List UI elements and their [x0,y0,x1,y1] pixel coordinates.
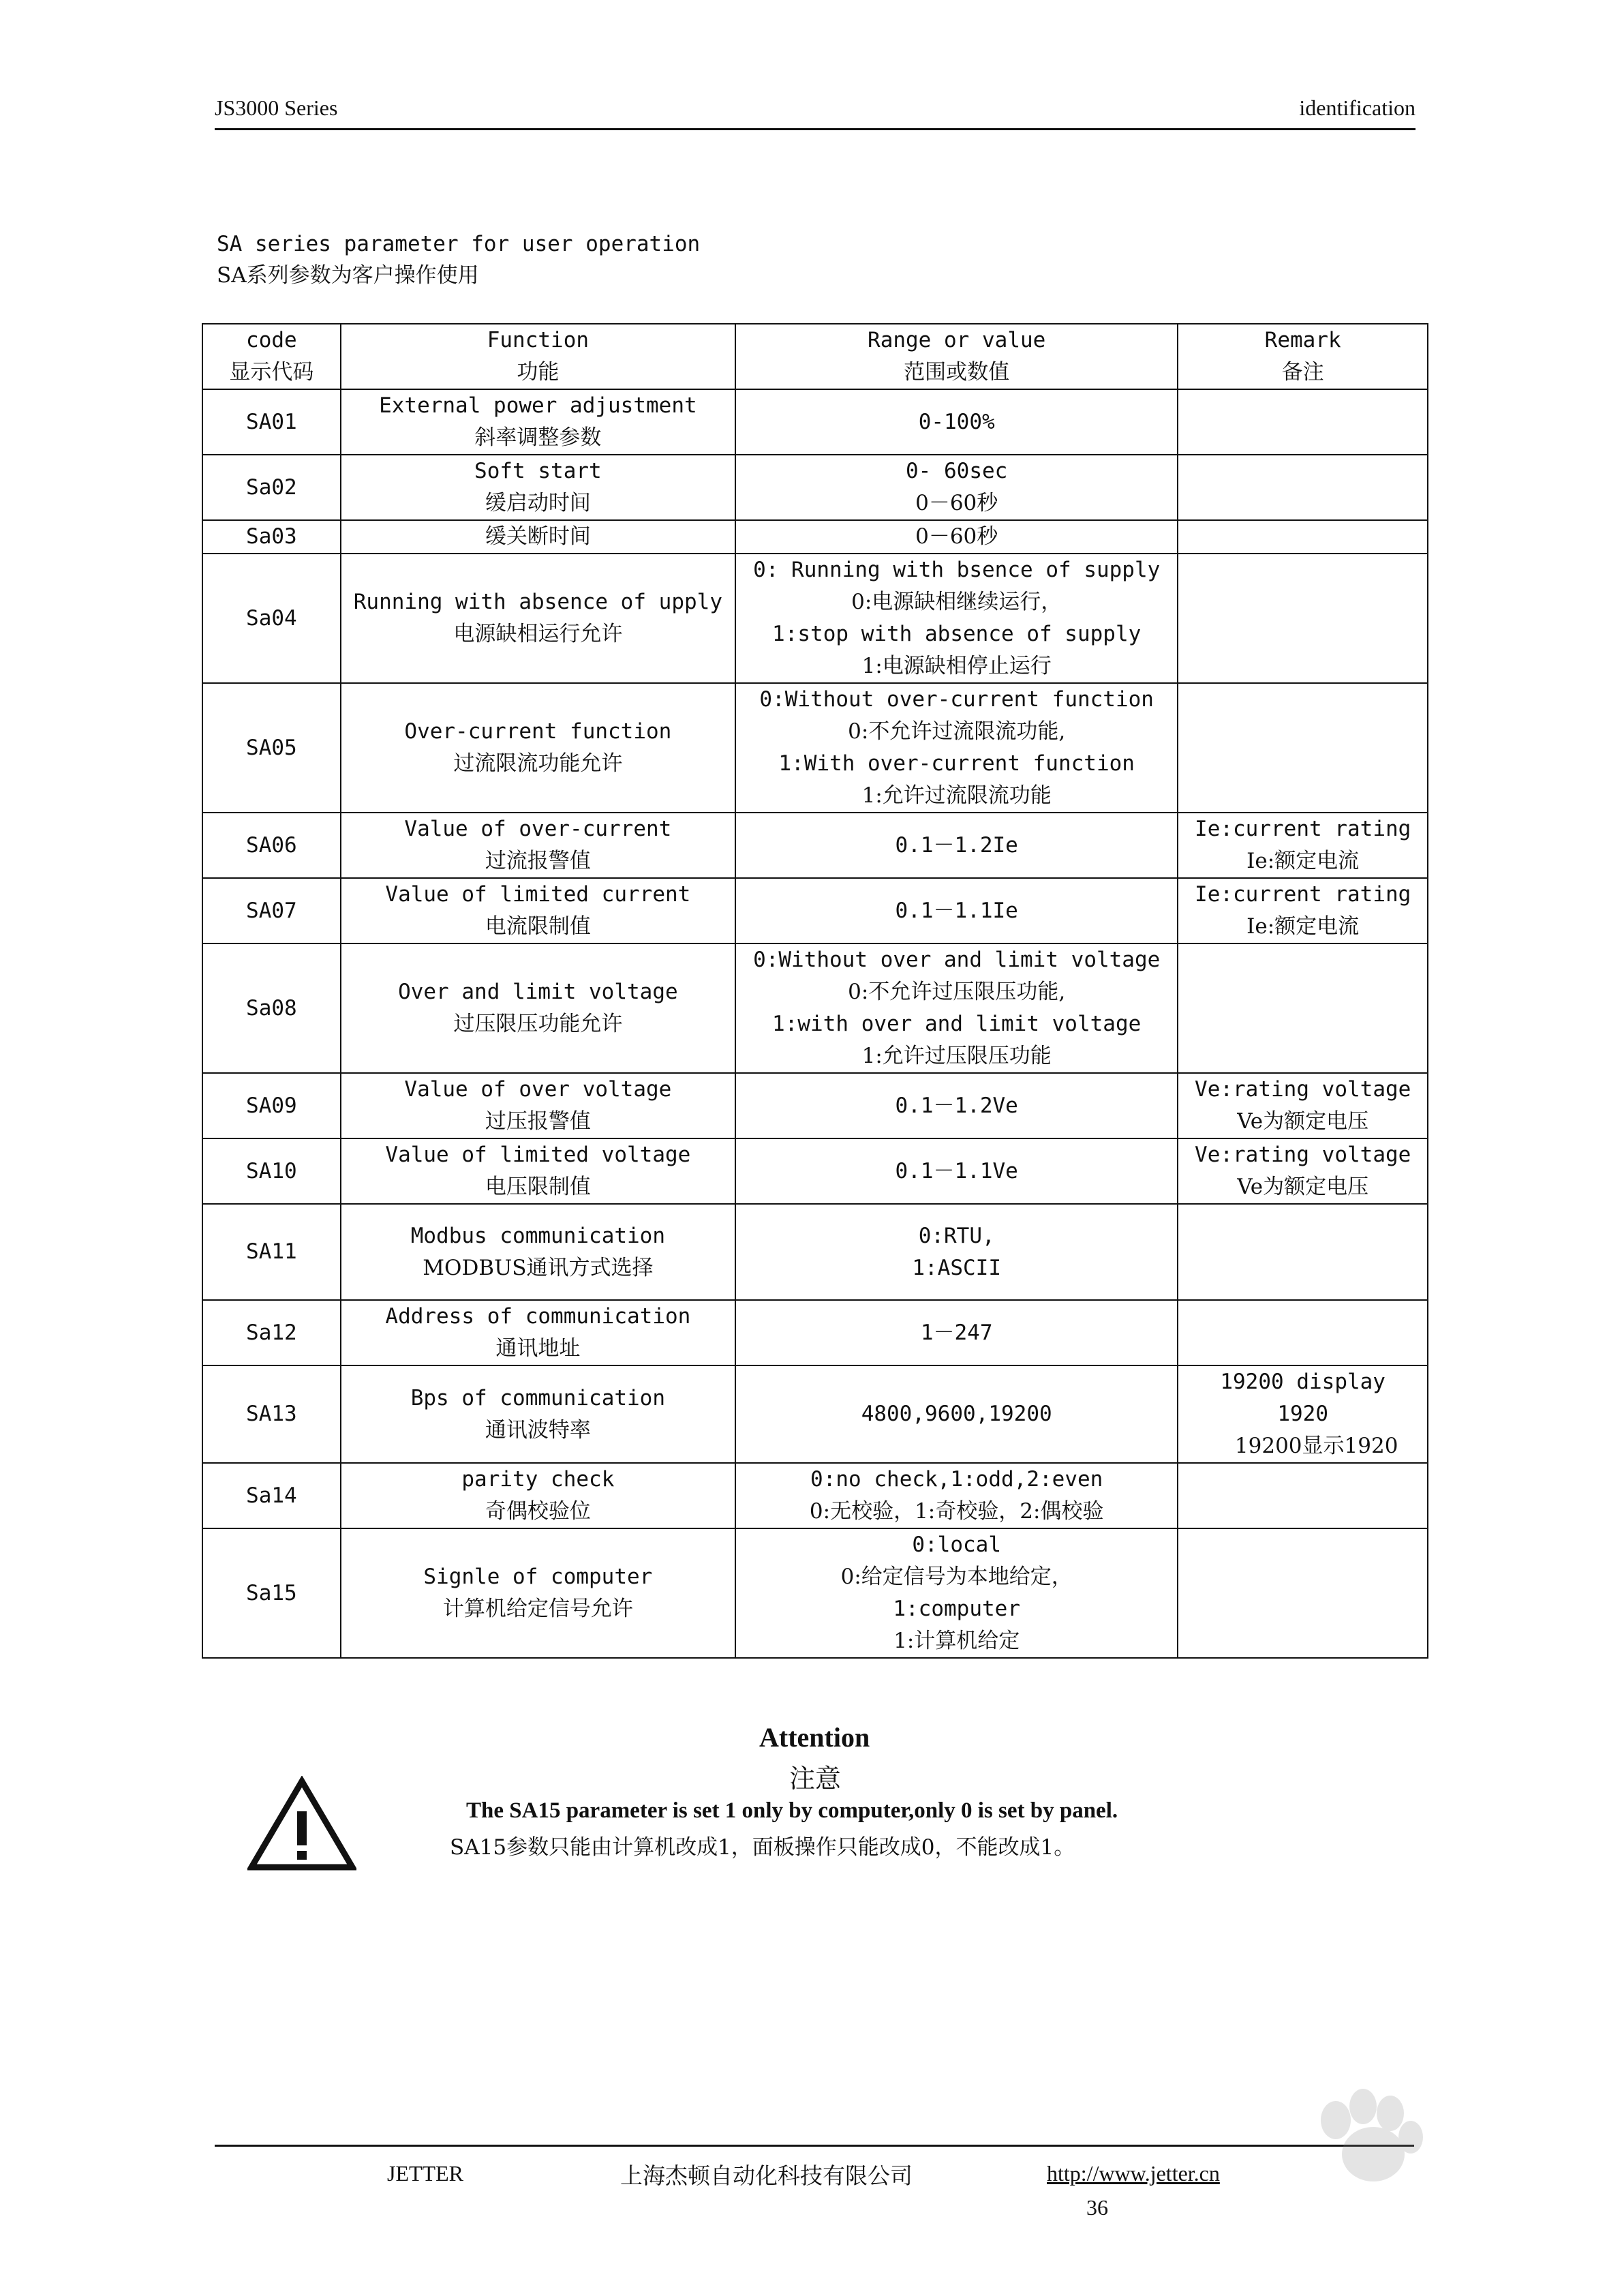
cell-code-line: SA06 [246,832,297,858]
cell-code [202,1463,341,1528]
cell-code [202,943,341,1073]
cell-function [341,554,735,683]
cell-function-line: 缓关断时间 [485,524,591,549]
cell-code-line: Sa15 [246,1580,297,1605]
cell-remark [1178,1204,1428,1300]
cell-function-line: Soft start [474,459,602,483]
cell-function [341,683,735,813]
cell-code-line: SA10 [246,1158,297,1183]
cell-range-line: 0:no check,1:odd,2:even [810,1467,1103,1492]
table-row [202,1463,1428,1528]
cell-remark [1178,1463,1428,1528]
intro-cn: SA系列参数为客户操作使用 [217,263,479,288]
cell-code-line: SA07 [246,898,297,923]
cell-function [341,1365,735,1463]
cell-code [202,455,341,520]
cell-function-line: 电源缺相运行允许 [453,622,623,646]
cell-code [202,1138,341,1204]
cell-remark [1178,1300,1428,1365]
cell-remark [1178,943,1428,1073]
cell-function-line: Over-current function [404,719,672,744]
attention-text-cn: SA15参数只能由计算机改成1，面板操作只能改成0，不能改成1。 [450,1835,1075,1860]
cell-code [202,1365,341,1463]
cell-remark [1178,455,1428,520]
table-header-row [202,324,1428,389]
table-row [202,1528,1428,1658]
cell-range [735,1365,1178,1463]
cell-range [735,878,1178,943]
cell-range-line: 1:stop with absence of supply [772,622,1142,646]
cell-range-line: 1:ASCII [912,1255,1001,1280]
cell-range-line: 0.1－1.1Ve [895,1158,1018,1183]
cell-function-line: 电流限制值 [485,914,591,939]
cell-range-line: 4800,9600,19200 [861,1402,1052,1426]
cell-range-line: 0.1－1.2Ve [895,1093,1018,1118]
cell-remark [1178,1138,1428,1204]
cell-remark [1178,813,1428,878]
parameter-table [202,323,1428,1659]
cell-code-line: Sa08 [246,995,297,1021]
cell-function [341,1300,735,1365]
warning-triangle-icon [247,1776,356,1871]
cell-code-line: Sa03 [246,524,297,549]
cell-function-line: Value of limited current [385,882,691,907]
cell-function-line: 过压限压功能允许 [453,1012,623,1036]
cell-range-line: 0:不允许过压限压功能, [848,980,1066,1004]
cell-code-line: SA09 [246,1093,297,1118]
cell-remark-line: Ve:rating voltage [1195,1077,1411,1102]
cell-function [341,1138,735,1204]
cell-function-line: parity check [461,1467,615,1492]
cell-code [202,1073,341,1138]
cell-range [735,1300,1178,1365]
cell-function-line: 奇偶校验位 [485,1499,591,1524]
cell-range [735,1204,1178,1300]
cell-code-line: SA01 [246,409,297,434]
cell-range-line: 0.1－1.1Ie [895,898,1018,923]
cell-code [202,683,341,813]
cell-code-line: Sa04 [246,605,297,631]
table-row [202,878,1428,943]
cell-code [202,813,341,878]
table-row [202,683,1428,813]
cell-function-line: Over and limit voltage [398,980,678,1004]
col-header-code: code 显示代码 [202,324,341,389]
cell-function-line: 通讯波特率 [485,1417,591,1442]
cell-range-line: 1:计算机给定 [893,1629,1020,1653]
cell-range [735,455,1178,520]
cell-range-line: 0-100% [918,409,995,434]
cell-code-line: Sa12 [246,1320,297,1345]
cell-range-line: 1－247 [920,1320,993,1345]
table-row [202,1073,1428,1138]
header-section: identification [1299,95,1416,120]
cell-code [202,389,341,455]
cell-code [202,1204,341,1300]
cell-function-line: 过压报警值 [485,1109,591,1134]
cell-function-line: 斜率调整参数 [474,425,602,450]
cell-range-line: 0:电源缺相继续运行， [851,590,1062,614]
cell-function-line: 缓启动时间 [485,491,591,515]
cell-range-line: 1:允许过压限压功能 [861,1044,1052,1068]
cell-remark-line: Ie:额定电流 [1246,914,1360,939]
cell-range-line: 0:给定信号为本地给定， [840,1565,1073,1589]
cell-function-line: Signle of computer [423,1565,653,1589]
cell-range-line: 0- 60sec [906,459,1008,483]
cell-range-line: 1:允许过流限流功能 [861,783,1052,808]
cell-range [735,943,1178,1073]
cell-range [735,813,1178,878]
cell-remark-line: Ie:current rating [1195,882,1411,907]
cell-code-line: Sa02 [246,474,297,500]
cell-function [341,1463,735,1528]
table-row [202,1204,1428,1300]
cell-remark [1178,683,1428,813]
footer-company-en: JETTER [387,2161,463,2186]
cell-remark [1178,554,1428,683]
page-number: 36 [1086,2195,1108,2220]
cell-remark-line: Ve:rating voltage [1195,1143,1411,1167]
table-row [202,943,1428,1073]
cell-range [735,389,1178,455]
cell-function-line: External power adjustment [379,393,697,418]
cell-function-line: Value of over voltage [404,1077,672,1102]
cell-range [735,1138,1178,1204]
cell-range-line: 0:不允许过流限流功能, [848,719,1066,744]
cell-function-line: 计算机给定信号允许 [442,1597,633,1621]
cell-function-line: Value of over-current [404,817,672,841]
intro-en: SA series parameter for user operation [217,232,701,256]
cell-code [202,1300,341,1365]
intro [217,228,700,291]
col-header-remark: Remark 备注 [1178,324,1428,389]
cell-code [202,1528,341,1658]
cell-range-line: 0－60秒 [915,524,998,549]
cell-function-line: Running with absence of upply [353,590,722,614]
cell-remark-line: 19200 display [1220,1370,1386,1394]
cell-code [202,554,341,683]
cell-remark [1178,520,1428,554]
cell-function [341,389,735,455]
cell-function-line: Value of limited voltage [385,1143,691,1167]
attention-title-cn: 注意 [789,1764,842,1794]
table-row [202,554,1428,683]
cell-remark-line: Ve为额定电压 [1237,1109,1369,1134]
cell-range-line: 0:Without over-current function [759,687,1154,712]
cell-function-line: 电压限制值 [485,1175,591,1199]
cell-function [341,1073,735,1138]
cell-function-line: Bps of communication [410,1385,666,1410]
table-row [202,389,1428,455]
cell-range-line: 1:With over-current function [778,751,1135,776]
cell-remark-line: Ve为额定电压 [1237,1175,1369,1199]
cell-function [341,455,735,520]
cell-function-line: 通讯地址 [495,1336,581,1361]
cell-code [202,878,341,943]
table-row [202,1365,1428,1463]
attention-title: Attention [759,1722,870,1753]
cell-function [341,943,735,1073]
cell-range-line: 0:RTU, [918,1223,995,1248]
cell-range-line: 0:无校验，1:奇校验，2:偶校验 [809,1499,1104,1524]
cell-range [735,1073,1178,1138]
cell-remark [1178,1365,1428,1463]
cell-range-line: 0:Without over and limit voltage [753,948,1161,972]
cell-remark-line: Ie:额定电流 [1246,849,1360,873]
cell-range-line: 0:local [912,1532,1001,1557]
cell-code-line: SA11 [246,1239,297,1264]
cell-remark-line: Ie:current rating [1195,817,1411,841]
table-row [202,1138,1428,1204]
cell-function-line: MODBUS通讯方式选择 [423,1255,654,1280]
cell-code [202,520,341,554]
cell-code-line: Sa14 [246,1483,297,1508]
col-header-range: Range or value 范围或数值 [735,324,1178,389]
cell-remark-line: 1920 [1277,1402,1328,1426]
cell-range-line: 0.1－1.2Ie [895,832,1018,858]
table-row [202,813,1428,878]
cell-range [735,1528,1178,1658]
cell-function [341,878,735,943]
table-row [202,1300,1428,1365]
cell-function [341,1528,735,1658]
cell-remark-line: 19200显示1920 [1234,1434,1398,1458]
footer-url-link[interactable]: http://www.jetter.cn [1047,2161,1220,2186]
cell-range [735,1463,1178,1528]
cell-function [341,813,735,878]
cell-range [735,683,1178,813]
cell-function-line: 过流限流功能允许 [453,751,623,776]
watermark-logo [1159,2079,1540,2270]
cell-range [735,554,1178,683]
header-rule [215,128,1416,130]
cell-range-line: 1:电源缺相停止运行 [861,654,1052,678]
cell-range [735,520,1178,554]
cell-code-line: SA13 [246,1402,297,1426]
cell-function [341,1204,735,1300]
cell-function-line: 过流报警值 [485,849,591,873]
cell-remark [1178,1528,1428,1658]
table-row [202,455,1428,520]
cell-range-line: 0: Running with bsence of supply [753,558,1161,582]
attention-text-en: The SA15 parameter is set 1 only by computer,only 0 is set by panel. [466,1798,1118,1823]
cell-remark [1178,1073,1428,1138]
footer-company-cn: 上海杰顿自动化科技有限公司 [620,2162,913,2189]
cell-function-line: Modbus communication [410,1223,666,1248]
table-row [202,520,1428,554]
cell-range-line: 1:computer [893,1597,1020,1621]
cell-remark [1178,389,1428,455]
header-series: JS3000 Series [215,95,338,120]
cell-function [341,520,735,554]
cell-range-line: 1:with over and limit voltage [772,1012,1142,1036]
col-header-function: Function 功能 [341,324,735,389]
cell-code-line: SA05 [246,735,297,760]
cell-remark [1178,878,1428,943]
cell-range-line: 0－60秒 [915,491,998,515]
cell-function-line: Address of communication [385,1304,691,1329]
